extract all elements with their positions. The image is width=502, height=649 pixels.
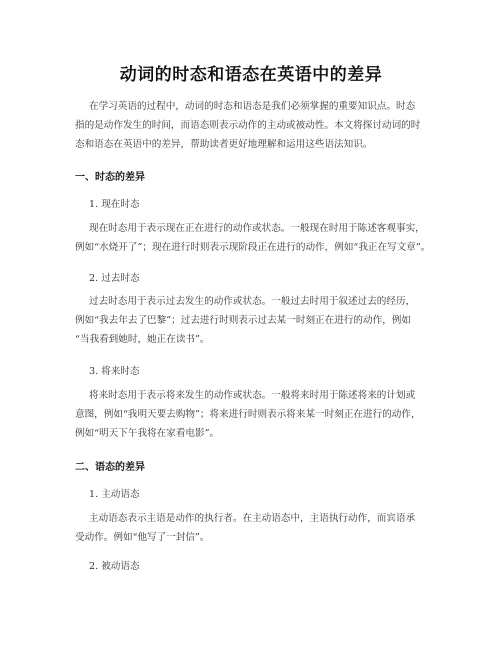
intro-line: 态和语态在英语中的差异，帮助读者更好地理解和运用这些语法知识。	[75, 139, 373, 150]
paragraph-line: 例如“明天下午我将在家看电影”。	[75, 428, 220, 439]
intro-line: 指的是动作发生的时间，而语态则表示动作的主动或被动性。本文将探讨动词的时	[75, 120, 421, 131]
subheading-active-voice: 1. 主动语态	[89, 489, 140, 500]
past-tense-paragraph	[75, 292, 425, 349]
subheading-present-tense: 1. 现在时态	[89, 199, 140, 210]
paragraph-line: 受动作。例如“他写了一封信”。	[75, 532, 210, 543]
present-tense-paragraph	[75, 219, 431, 257]
paragraph-line: 主动语态表示主语是动作的执行者。在主动语态中，主语执行动作，而宾语承	[89, 513, 416, 524]
paragraph-line: 将来时态用于表示将来发生的动作或状态。一般将来时用于陈述将来的计划或	[89, 390, 416, 401]
section-heading-voice: 二、语态的差异	[75, 462, 145, 473]
active-voice-paragraph	[75, 509, 425, 547]
future-tense-paragraph	[75, 386, 425, 443]
page-title: 动词的时态和语态在英语中的差异	[119, 65, 383, 85]
paragraph-line: 现在时态用于表示现在正在进行的动作或状态。一般现在时用于陈述客观事实，	[89, 223, 425, 234]
paragraph-line: 例如“水烧开了”；现在进行时则表示现阶段正在进行的动作，例如“我正在写文章”。	[75, 242, 431, 253]
paragraph-line: 意图，例如“我明天要去购物”；将来进行时则表示将来某一时刻正在进行的动作，	[75, 409, 421, 420]
subheading-past-tense: 2. 过去时态	[89, 273, 140, 284]
paragraph-line: 例如“我去年去了巴黎”；过去进行时则表示过去某一时刻正在进行的动作，例如	[75, 315, 411, 326]
section-heading-tense: 一、时态的差异	[75, 172, 145, 183]
paragraph-line: 过去时态用于表示过去发生的动作或状态。一般过去时用于叙述过去的经历，	[89, 296, 416, 307]
intro-line: 在学习英语的过程中，动词的时态和语态是我们必须掌握的重要知识点。时态	[89, 101, 416, 112]
subheading-future-tense: 3. 将来时态	[89, 366, 140, 377]
paragraph-line: “当我看到她时，她正在读书”。	[75, 334, 210, 345]
subheading-passive-voice: 2. 被动语态	[89, 561, 140, 572]
intro-paragraph	[75, 97, 425, 154]
